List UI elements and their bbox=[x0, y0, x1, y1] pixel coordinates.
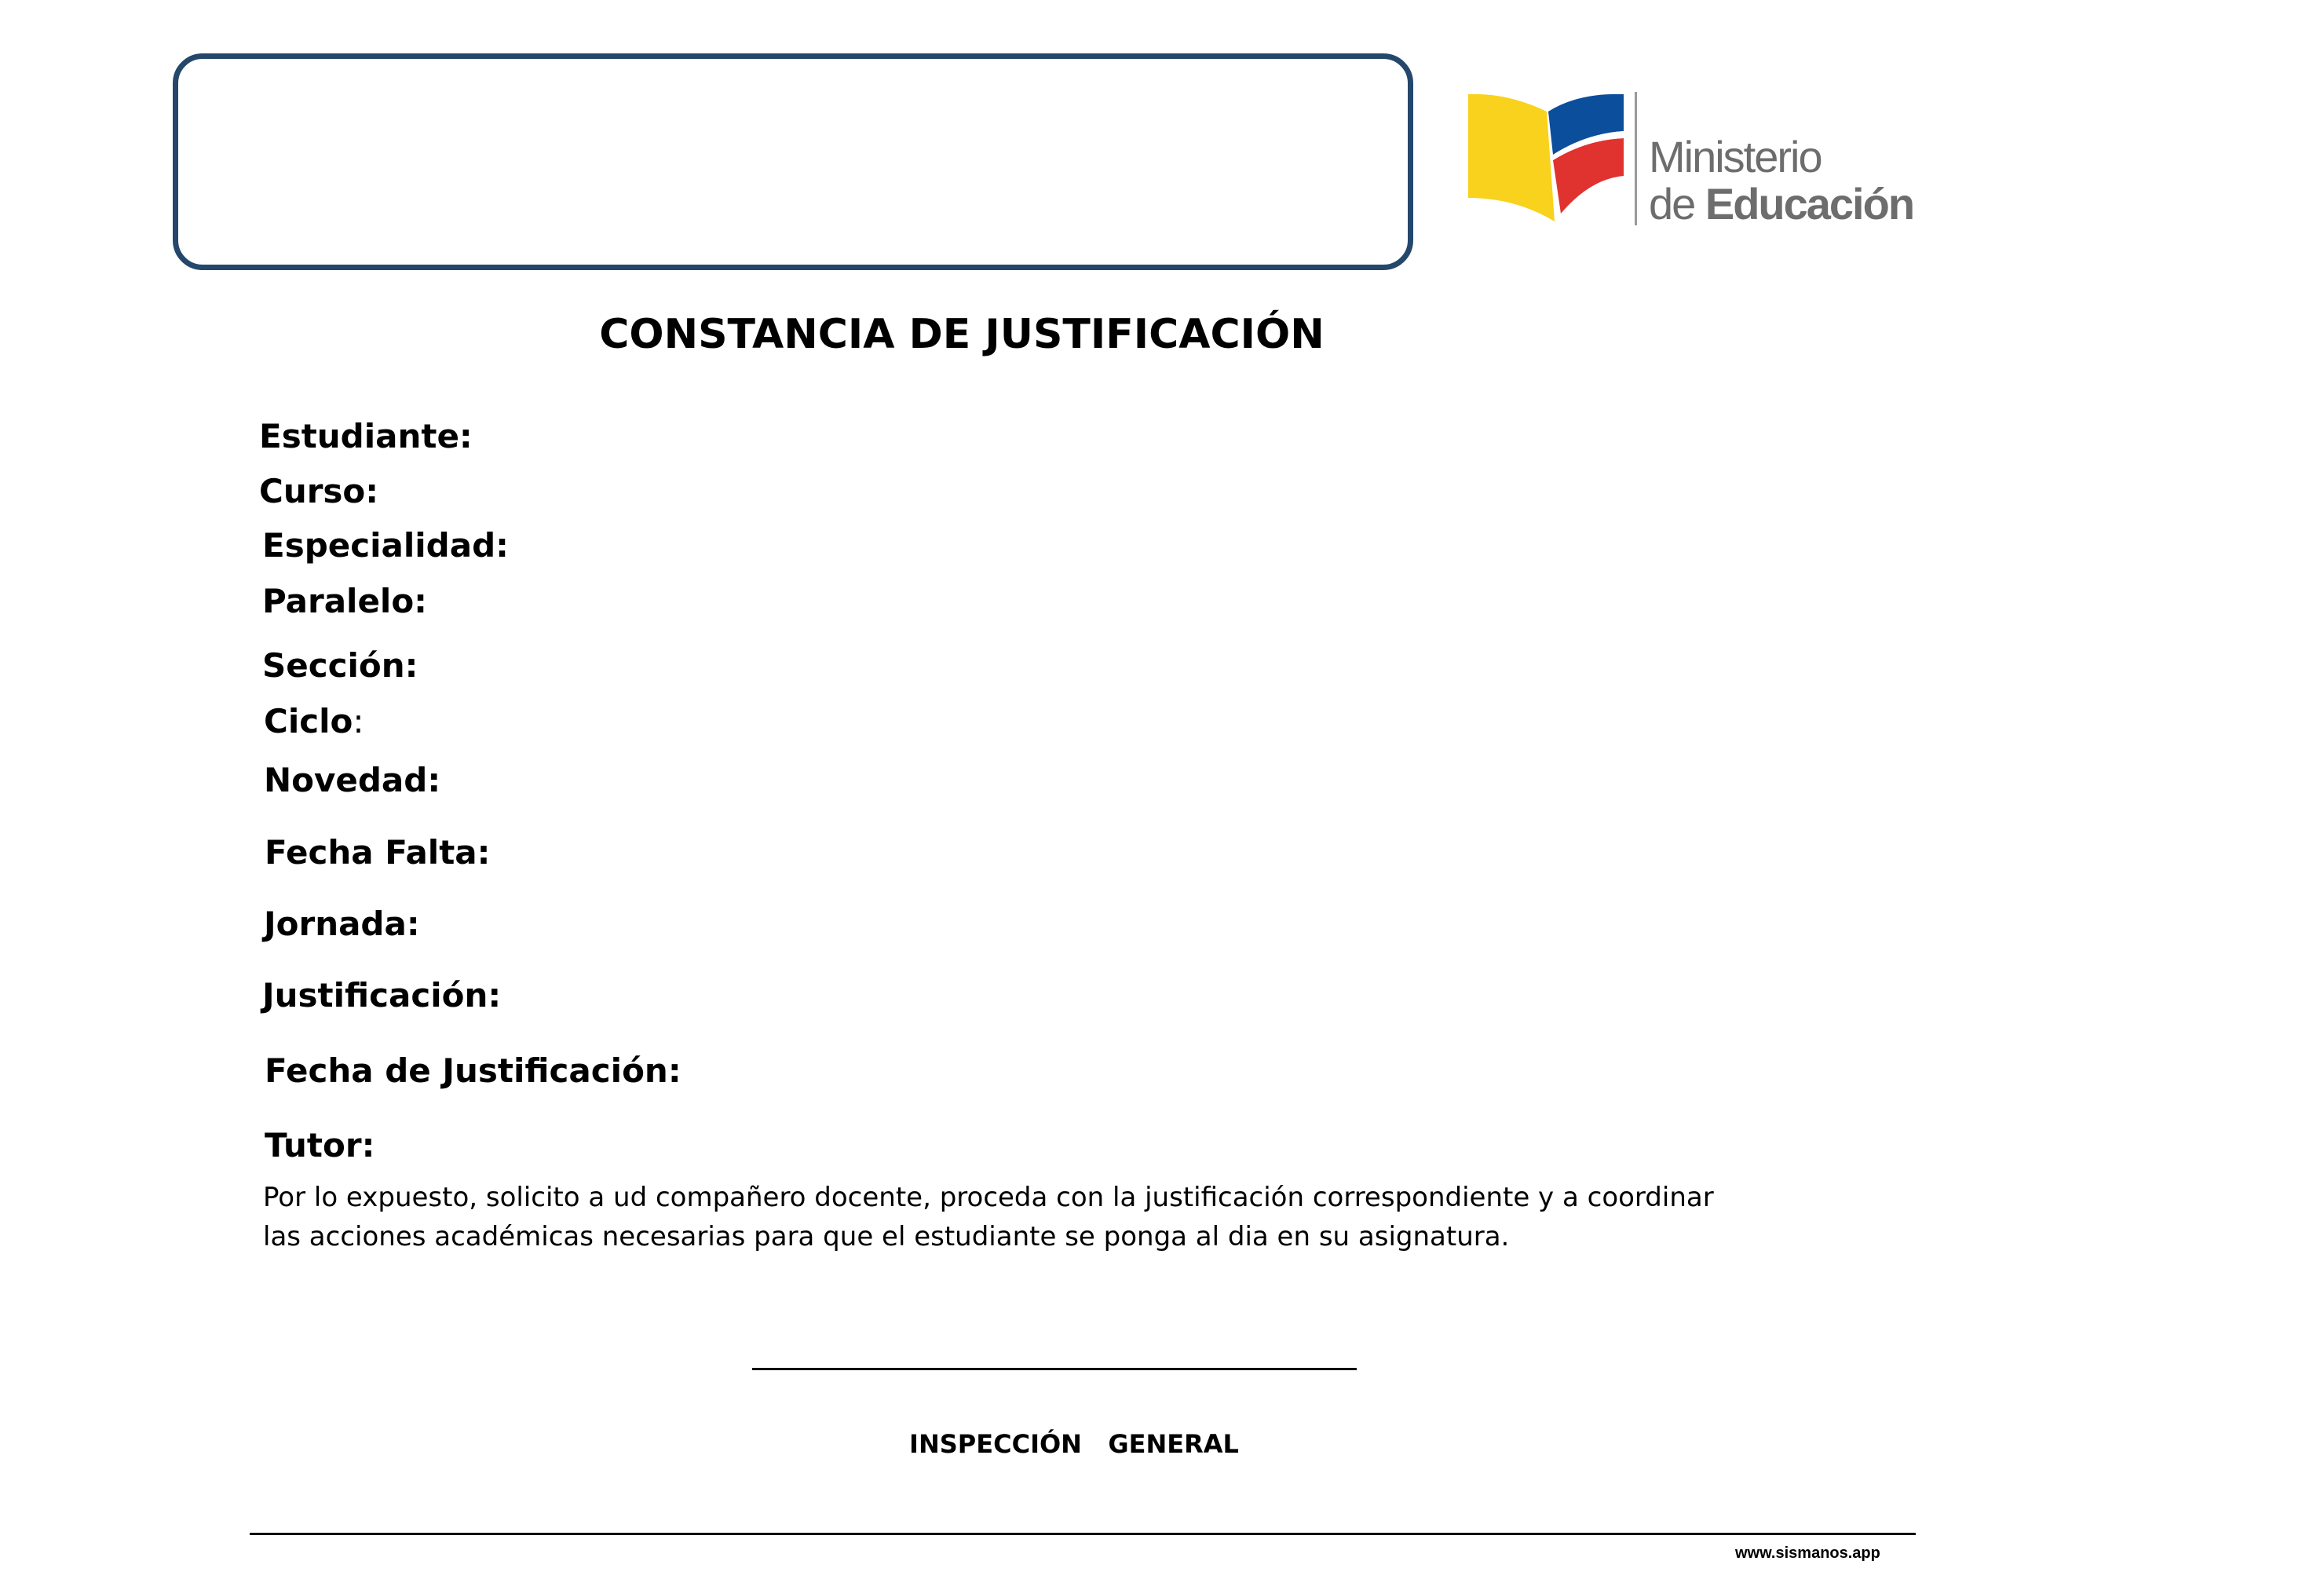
signature-line bbox=[752, 1368, 1357, 1370]
field-estudiante: Estudiante: bbox=[259, 417, 473, 455]
logo-text-de: de bbox=[1649, 179, 1705, 228]
logo-text-educacion-bold: Educación bbox=[1705, 179, 1914, 228]
footer-divider bbox=[250, 1533, 1916, 1535]
book-emblem-icon bbox=[1460, 88, 1633, 229]
justification-paragraph: Por lo expuesto, solicito a ud compañero docente, proceda con la justificación correspondiente y a coordinar las acciones académicas necesarias para que el estudiante se ponga al dia en su asignatura. bbox=[263, 1182, 1714, 1252]
field-ciclo bbox=[264, 702, 364, 740]
ministerio-logo bbox=[1460, 88, 1916, 229]
field-paralelo: Paralelo: bbox=[262, 582, 427, 620]
field-novedad: Novedad: bbox=[264, 761, 441, 799]
field-fecha-justificacion: Fecha de Justificación: bbox=[265, 1051, 681, 1090]
field-curso: Curso: bbox=[259, 472, 379, 510]
logo-text-ministerio: Ministerio bbox=[1649, 132, 1822, 181]
field-justificacion: Justificación: bbox=[262, 976, 502, 1015]
footer-url: www.sismanos.app bbox=[1735, 1545, 1880, 1562]
logo-divider bbox=[1635, 92, 1637, 225]
field-especialidad: Especialidad: bbox=[262, 526, 509, 565]
document-title: CONSTANCIA DE JUSTIFICACIÓN bbox=[599, 311, 1325, 358]
field-seccion: Sección: bbox=[262, 646, 418, 685]
field-ciclo-colon: : bbox=[353, 702, 364, 740]
signature-label: INSPECCIÓN GENERAL bbox=[909, 1429, 1239, 1459]
field-ciclo-label: Ciclo bbox=[264, 702, 353, 740]
field-jornada: Jornada: bbox=[264, 905, 420, 943]
field-fecha-falta: Fecha Falta: bbox=[265, 833, 491, 872]
header-box bbox=[173, 53, 1413, 270]
logo-text-educacion bbox=[1649, 179, 1914, 228]
field-tutor: Tutor: bbox=[265, 1126, 375, 1164]
